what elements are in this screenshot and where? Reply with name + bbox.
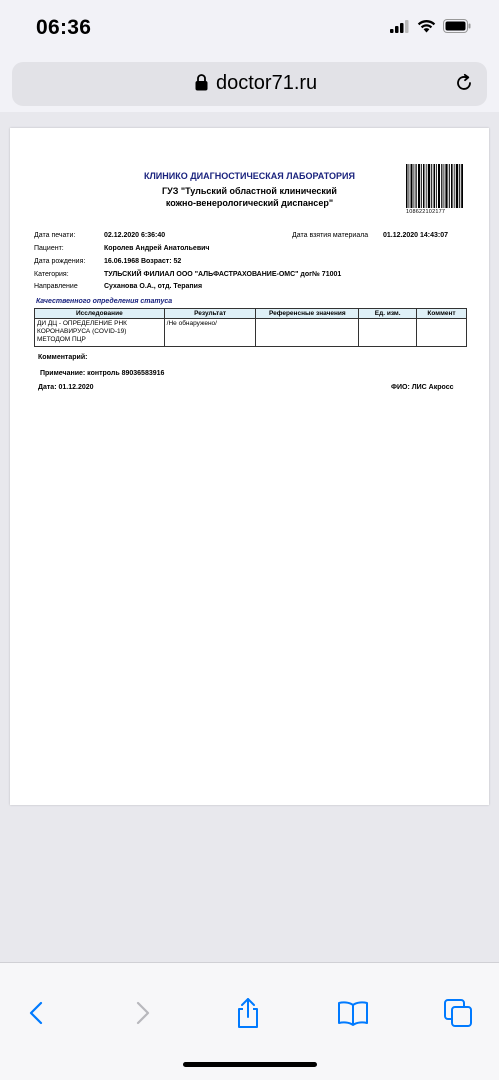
direction-label: Направление: [34, 283, 78, 290]
address-bar[interactable]: [12, 62, 487, 106]
sample-date-label: Дата взятия материала: [292, 232, 369, 239]
bookmarks-button[interactable]: [333, 993, 373, 1033]
result-cell: /Не обнаружено/: [164, 319, 256, 347]
comment-cell: [417, 319, 467, 347]
bookmarks-icon: [337, 1000, 369, 1026]
unit-cell: [359, 319, 417, 347]
column-header: Результат: [164, 309, 256, 319]
home-indicator: [183, 1062, 317, 1067]
print-date-value: 02.12.2020 6:36:40: [104, 232, 166, 239]
direction-value: Суханова О.А., отд. Терапия: [104, 283, 203, 290]
barcode-number: 108622102177: [406, 209, 446, 215]
table-header-row: [35, 309, 467, 319]
results-table: [34, 308, 467, 347]
patient-value: Королев Андрей Анатольевич: [104, 245, 210, 252]
patient-label: Пациент:: [34, 245, 64, 252]
footer-date: Дата: 01.12.2020: [38, 384, 94, 391]
forward-icon: [136, 1001, 150, 1025]
back-icon: [29, 1001, 43, 1025]
column-header: Референсные значения: [256, 309, 359, 319]
share-icon: [235, 997, 261, 1029]
column-header: Исследование: [35, 309, 165, 319]
forward-button[interactable]: [123, 993, 163, 1033]
status-bar: [0, 0, 499, 58]
category-label: Категория:: [34, 271, 69, 278]
study-line: КОРОНАВИРУСА (COVID-19): [37, 328, 127, 335]
battery-icon: [443, 19, 471, 33]
organization-name-cont: кожно-венерологический диспансер": [165, 198, 334, 208]
url-text[interactable]: doctor71.ru: [216, 72, 318, 94]
print-date-label: Дата печати:: [34, 232, 76, 239]
column-header: Коммент: [417, 309, 467, 319]
column-header: Ед. изм.: [359, 309, 417, 319]
page-content[interactable]: [0, 112, 499, 962]
signal-icon: [390, 20, 410, 33]
reload-icon[interactable]: [453, 72, 475, 94]
wifi-icon: [417, 19, 436, 33]
share-button[interactable]: [228, 993, 268, 1033]
study-line: ДИ ДЦ - ОПРЕДЕЛЕНИЕ РНК: [37, 320, 127, 327]
comments-label: Комментарий:: [38, 354, 88, 361]
back-button[interactable]: [16, 993, 56, 1033]
status-icons: [390, 19, 471, 33]
category-value: ТУЛЬСКИЙ ФИЛИАЛ ООО "АЛЬФАСТРАХОВАНИЕ-ОМС" дог№ 71001: [104, 271, 342, 278]
birth-date-value: 16.06.1968 Возраст: 52: [104, 258, 182, 265]
organization-name: ГУЗ "Тульский областной клинический: [162, 186, 337, 196]
sample-date-value: 01.12.2020 14:43:07: [383, 232, 448, 239]
study-line: МЕТОДОМ ПЦР: [37, 336, 86, 343]
footer-fio: ФИО: ЛИС Акросс: [391, 384, 454, 391]
lock-icon: [195, 74, 208, 91]
status-time: 06:36: [36, 16, 92, 39]
tabs-button[interactable]: [438, 993, 478, 1033]
table-row: [35, 319, 467, 347]
reference-cell: [256, 319, 359, 347]
lab-title: КЛИНИКО ДИАГНОСТИЧЕСКАЯ ЛАБОРАТОРИЯ: [143, 171, 355, 181]
tabs-icon: [443, 998, 473, 1028]
barcode: [406, 164, 464, 208]
note-text: Примечание: контроль 89036583916: [40, 370, 165, 377]
section-title: Качественного определения статуса: [36, 298, 173, 305]
birth-date-label: Дата рождения:: [34, 258, 86, 265]
study-cell: [35, 319, 165, 347]
lab-report-document: [10, 128, 489, 805]
